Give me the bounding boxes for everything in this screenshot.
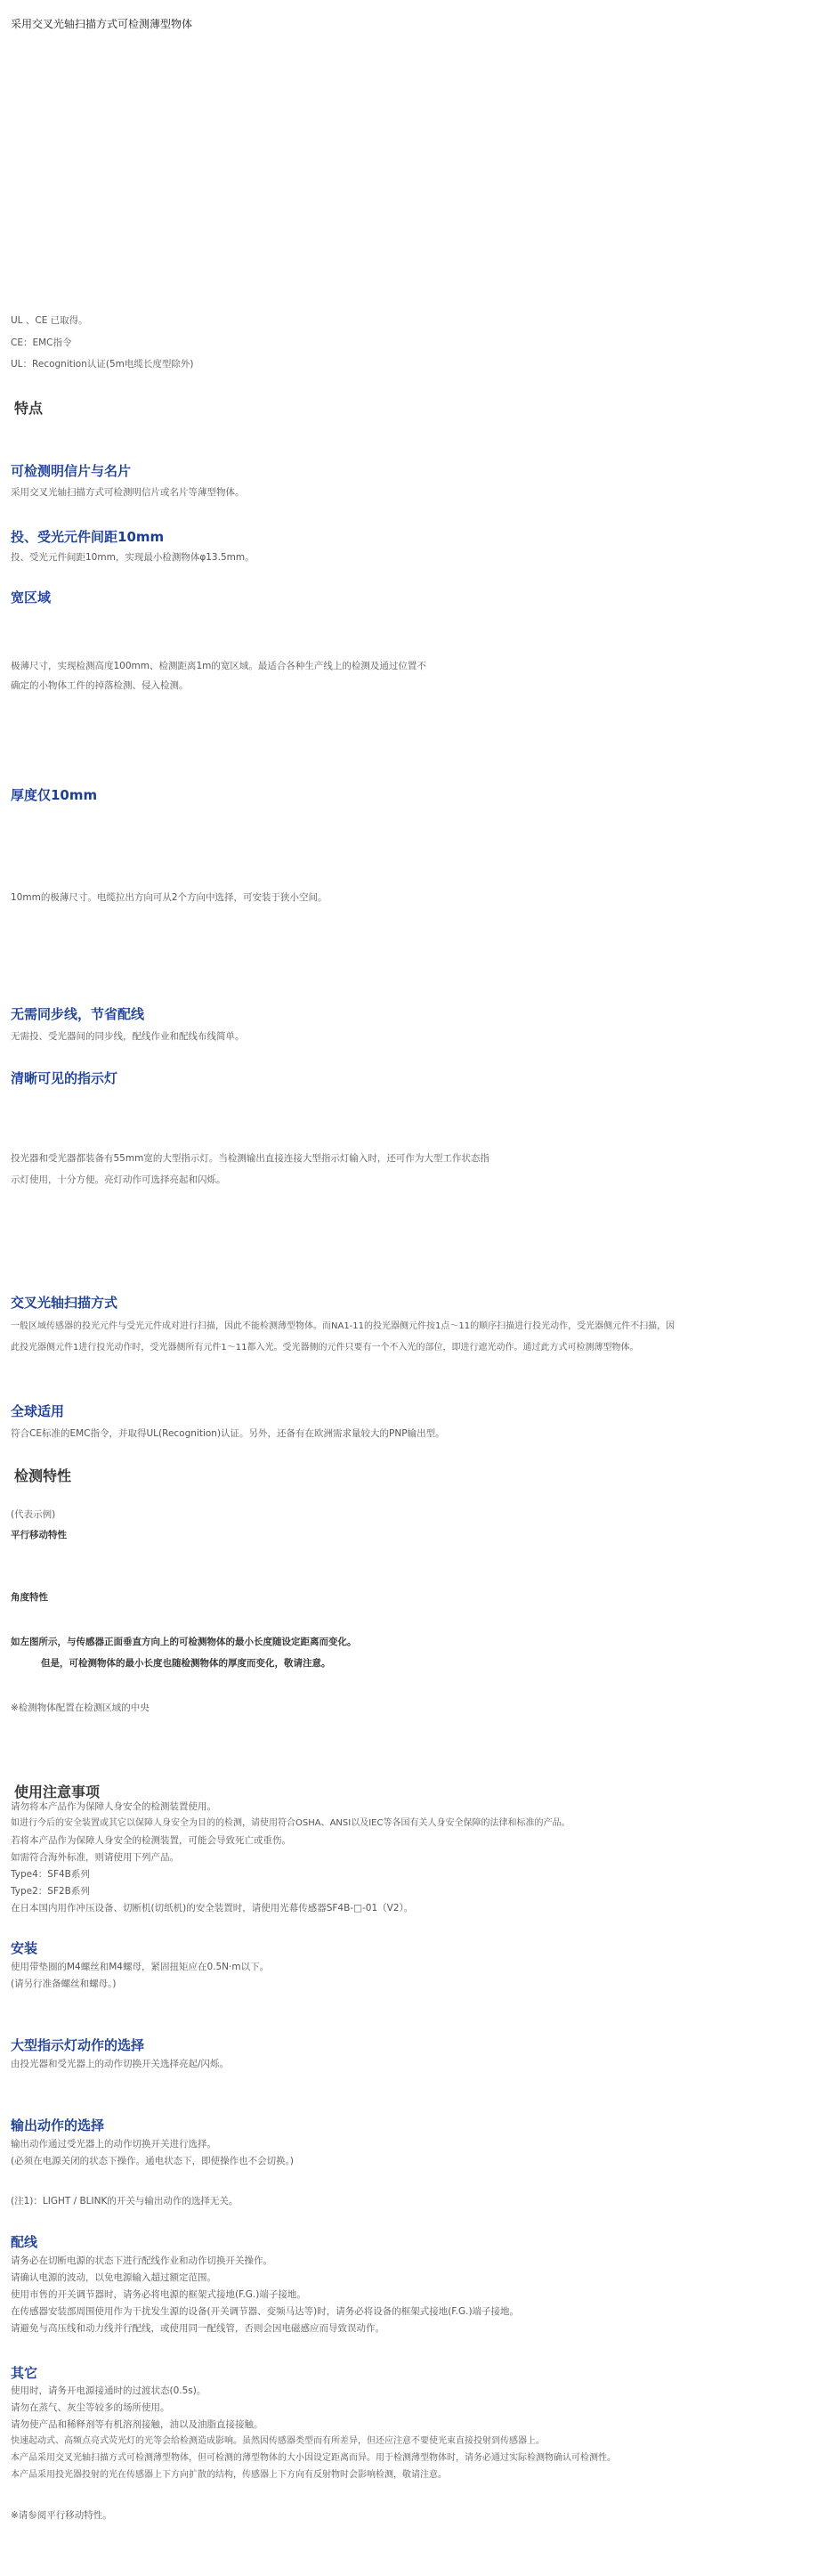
feature-text-scan-2: 此投光器侧元件1进行投光动作时，受光器侧所有元件1～11都入光。受光器侧的元件只要有一个不入光的部位，即进行遮光动作。通过此方式可检测薄型物体。 — [11, 1343, 639, 1353]
feature-heading-scan: 交叉光轴扫描方式 — [11, 1295, 118, 1311]
other-line: 本产品采用投光器投射的光在传感器上下方向扩散的结构，传感器上下方向有反射物时会影响检测，敬请注意。 — [11, 2470, 447, 2480]
other-line: 使用时，请务开电源接通时的过渡状态(0.5s)。 — [11, 2385, 206, 2396]
other-heading: 其它 — [11, 2365, 38, 2381]
other-note: ※请参阅平行移动特性。 — [11, 2510, 112, 2521]
caution-line: 请勿将本产品作为保障人身安全的检测装置使用。 — [11, 1801, 216, 1812]
wiring-line: 请确认电源的波动，以免电源输入超过额定范围。 — [11, 2272, 216, 2283]
detect-note-2: 但是，可检测物体的最小长度也随检测物体的厚度而变化，敬请注意。 — [41, 1658, 331, 1669]
detect-heading: 检测特性 — [14, 1467, 72, 1484]
detect-angle: 角度特性 — [11, 1592, 48, 1603]
output-line: 输出动作通过受光器上的动作切换开关进行选择。 — [11, 2139, 216, 2149]
other-line: 请勿使产品和稀释剂等有机溶剂接触，油以及油脂直接接触。 — [11, 2419, 263, 2430]
wiring-line: 在传感器安装部周围使用作为干扰发生源的设备(开关调节器、变频马达等)时，请务必将设备的框架式接地(F.G.)端子接地。 — [11, 2306, 520, 2317]
output-line: (必须在电源关闭的状态下操作。通电状态下，即使操作也不会切换。) — [11, 2156, 294, 2166]
feature-heading-indicator: 清晰可见的指示灯 — [11, 1070, 118, 1086]
caution-line: 在日本国内用作冲压设备、切断机(切纸机)的安全装置时，请使用光幕传感器SF4B-□-01（V2）。 — [11, 1903, 414, 1914]
install-line: 使用带垫圈的M4螺丝和M4螺母，紧固扭矩应在0.5N·m以下。 — [11, 1962, 270, 1972]
feature-heading-thin: 厚度仅10mm — [11, 787, 98, 803]
other-line: 快速起动式、高频点亮式荧光灯的光等会给检测造成影响。虽然因传感器类型而有所差异，但还应注意不要使光束直接投射到传感器上。 — [11, 2436, 545, 2446]
other-line: 本产品采用交叉光轴扫描方式可检测薄型物体，但可检测的薄型物体的大小因设定距离而异。用于检测薄型物体时，请务必通过实际检测物确认可检测性。 — [11, 2453, 616, 2463]
caution-line: Type4：SF4B系列 — [11, 1869, 90, 1880]
feature-text-thin: 10mm的极薄尺寸。电缆拉出方向可从2个方向中选择，可安装于狭小空间。 — [11, 892, 328, 903]
feature-text-indicator-2: 示灯使用，十分方便。亮灯动作可选择亮起和闪烁。 — [11, 1174, 226, 1185]
detect-note-1: 如左图所示，与传感器正面垂直方向上的可检测物体的最小长度随设定距离而变化。 — [11, 1637, 357, 1647]
install-heading: 安装 — [11, 1940, 38, 1956]
wiring-line: 请务必在切断电源的状态下进行配线作业和动作切换开关操作。 — [11, 2255, 272, 2266]
feature-text-card: 采用交叉光轴扫描方式可检测明信片或名片等薄型物体。 — [11, 487, 245, 498]
wiring-line: 请避免与高压线和动力线并行配线，或使用同一配线管，否则会因电磁感应而导致误动作。 — [11, 2323, 384, 2334]
caution-line: 如进行今后的安全装置或其它以保障人身安全为目的的检测，请使用符合OSHA、ANSI以及IEC等各国有关人身安全保障的法律和标准的产品。 — [11, 1818, 570, 1828]
cert-ul: UL：Recognition认证(5m电缆长度型除外) — [11, 359, 194, 370]
feature-text-scan-1: 一般区域传感器的投光元件与受光元件成对进行扫描，因此不能检测薄型物体。而NA1-11的投光器侧元件按1点～11的顺序扫描进行投光动作，受光器侧元件不扫描，因 — [11, 1321, 675, 1331]
features-heading: 特点 — [14, 400, 44, 417]
feature-heading-card: 可检测明信片与名片 — [11, 463, 132, 479]
page-title: 采用交叉光轴扫描方式可检测薄型物体 — [11, 18, 193, 30]
caution-line: 若将本产品作为保障人身安全的检测装置，可能会导致死亡或重伤。 — [11, 1835, 291, 1846]
caution-line: Type2：SF2B系列 — [11, 1886, 90, 1897]
indicator-heading: 大型指示灯动作的选择 — [11, 2037, 145, 2053]
output-note: (注1)：LIGHT / BLINK的开关与输出动作的选择无关。 — [11, 2196, 239, 2206]
cert-ce: CE：EMC指令 — [11, 337, 72, 348]
wiring-heading: 配线 — [11, 2234, 38, 2250]
feature-text-wide-1: 极薄尺寸，实现检测高度100mm、检测距离1m的宽区域。最适合各种生产线上的检测及通过位置不 — [11, 661, 426, 671]
feature-text-indicator-1: 投光器和受光器都装备有55mm宽的大型指示灯。当检测输出直接连接大型指示灯输入时，还可作为大型工作状态指 — [11, 1153, 489, 1164]
feature-heading-global: 全球适用 — [11, 1403, 65, 1419]
detect-example: (代表示例) — [11, 1509, 56, 1520]
feature-heading-pitch: 投、受光元件间距10mm — [11, 529, 165, 545]
caution-line: 如需符合海外标准，则请使用下列产品。 — [11, 1852, 179, 1863]
feature-text-pitch: 投、受光元件间距10mm，实现最小检测物体φ13.5mm。 — [11, 552, 255, 563]
feature-heading-nosync: 无需同步线，节省配线 — [11, 1006, 145, 1022]
other-line: 请勿在蒸气、灰尘等较多的场所使用。 — [11, 2402, 170, 2413]
indicator-line: 由投光器和受光器上的动作切换开关选择亮起/闪烁。 — [11, 2059, 230, 2069]
caution-heading: 使用注意事项 — [14, 1784, 101, 1800]
wiring-line: 使用市售的开关调节器时，请务必将电源的框架式接地(F.G.)端子接地。 — [11, 2289, 306, 2300]
cert-ul-ce: UL 、CE 已取得。 — [11, 315, 88, 326]
detect-note-3: ※检测物体配置在检测区域的中央 — [11, 1702, 150, 1713]
output-heading: 输出动作的选择 — [11, 2117, 105, 2133]
feature-text-nosync: 无需投、受光器间的同步线，配线作业和配线布线简单。 — [11, 1031, 245, 1042]
feature-text-wide-2: 确定的小物体工件的掉落检测、侵入检测。 — [11, 680, 189, 691]
install-line: (请另行准备螺丝和螺母。) — [11, 1979, 117, 1989]
feature-text-global: 符合CE标准的EMC指令，并取得UL(Recognition)认证。另外，还备有在欧洲需求量较大的PNP输出型。 — [11, 1428, 445, 1439]
detect-parallel: 平行移动特性 — [11, 1530, 67, 1540]
feature-heading-wide: 宽区域 — [11, 589, 52, 605]
